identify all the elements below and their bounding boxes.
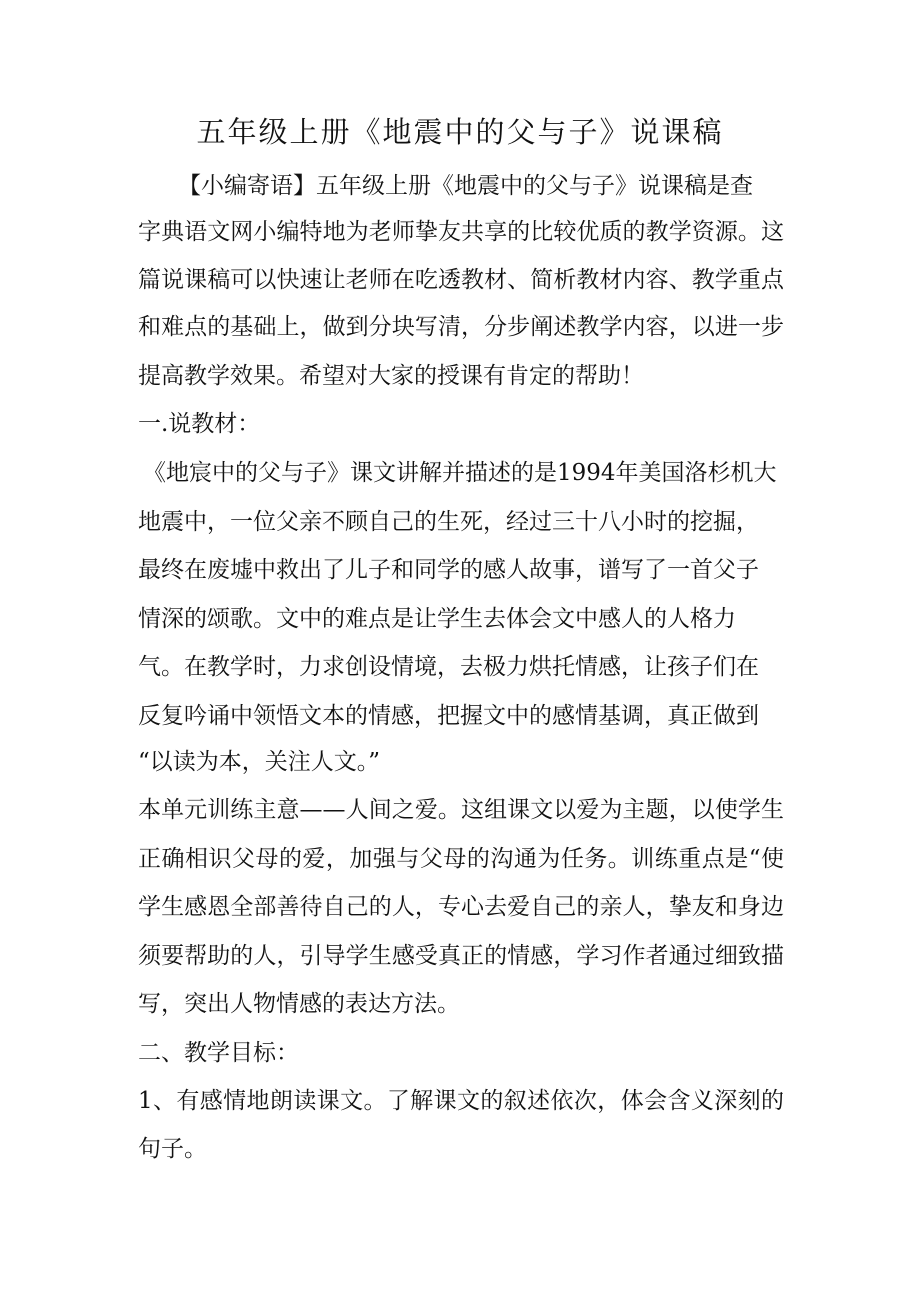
paragraph-1-line-6: 反复吟诵中领悟文本的情感，把握文中的感情基调，真正做到 [138,703,759,729]
intro-line-3: 篇说课稿可以快速让老师在吃透教材、简析教材内容、教学重点 [138,267,784,293]
paragraph-1-line-3: 最终在废墟中救出了儿子和同学的感人故事，谱写了一首父子 [138,557,759,583]
intro-line-1: 【小编寄语】五年级上册《地震中的父与子》说课稿是查 [178,173,753,199]
paragraph-1-line-1: 《地宸中的父与子》课文讲解并描述的是1994年美国洛杉机大 [143,460,777,486]
paragraph-1-line-5: 气。在教学时，力求创设情境，去极力烘托情感，让孩子们在 [138,654,759,680]
paragraph-2-line-3: 学生感恩全部善待自己的人，专心去爱自己的亲人，挚友和身边 [138,894,784,920]
document-title: 五年级上册《地震中的父与子》说课稿 [196,115,724,149]
paragraph-2-line-1: 本单元训练主意——人间之爱。这组课文以爱为主题，以使学生 [138,797,784,823]
paragraph-1-line-2: 地震中，一位父亲不顾自己的生死，经过三十八小时的挖掘， [138,509,759,535]
objective-1-line-1: 1、有感情地朗读课文。了解课文的叙述依次，体会含义深刻的 [138,1088,784,1114]
paragraph-1-line-4: 情深的颂歌。文中的难点是让学生去体会文中感人的人格力 [138,606,736,632]
section-heading-1: 一.说教材： [138,411,261,437]
paragraph-2-line-5: 写，突出人物情感的表达方法。 [138,991,460,1017]
intro-line-4: 和难点的基础上，做到分块写清，分步阐述教学内容，以进一步 [138,314,784,340]
paragraph-2-line-4: 须要帮助的人，引导学生感受真正的情感，学习作者通过细致描 [138,943,784,969]
intro-line-2: 字典语文网小编特地为老师挚友共享的比较优质的教学资源。这 [138,219,784,245]
paragraph-1-line-7: “以读为本，关注人文。” [138,749,381,775]
objective-1-line-2: 句子。 [138,1136,207,1162]
section-heading-2: 二、教学目标： [138,1040,299,1066]
intro-line-5: 提高教学效果。希望对大家的授课有肯定的帮助！ [138,363,644,389]
paragraph-2-line-2: 正确相识父母的爱，加强与父母的沟通为任务。训练重点是“使 [138,846,784,872]
